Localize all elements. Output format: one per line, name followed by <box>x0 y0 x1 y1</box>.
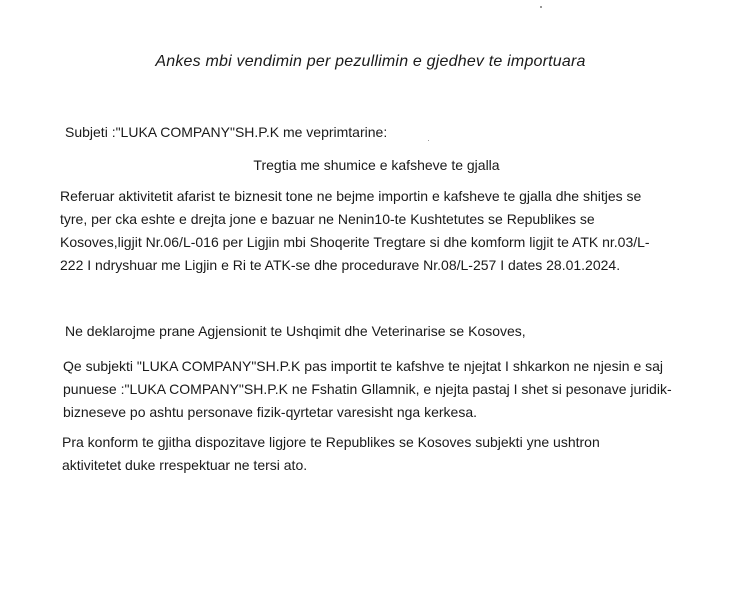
paragraph-line: Ne deklarojme prane Agjensionit te Ushqimit dhe Veterinarise se Kosoves, <box>65 323 526 339</box>
paragraph-line: tyre, per cka eshte e drejta jone e bazuar ne Nenin10-te Kushtetutes se Republikes se <box>60 211 595 227</box>
paragraph-compliance <box>62 431 682 477</box>
paragraph-reference <box>60 185 680 277</box>
scan-speck <box>428 140 429 141</box>
paragraph-line: Referuar aktivitetit afarist te biznesit tone ne bejme importin e kafsheve te gjalla dhe shitjes se <box>60 188 642 204</box>
scan-speck <box>540 6 542 8</box>
paragraph-line: punuese :"LUKA COMPANY"SH.P.K ne Fshatin Gllamnik, e njejta pastaj I shet si pesonave juridik- <box>63 381 672 397</box>
paragraph-line: Kosoves,ligjit Nr.06/L-016 per Ligjin mbi Shoqerite Tregtare si dhe komform ligjit te ATK nr.03/L- <box>60 234 650 250</box>
paragraph-subject-statement <box>63 355 683 424</box>
activity-line: Tregtia me shumice e kafsheve te gjalla <box>253 157 500 173</box>
paragraph-line: bizneseve po ashtu personave fizik-qyrtetar varesisht nga kerkesa. <box>63 404 477 420</box>
paragraph-line: Pra konform te gjitha dispozitave ligjore te Republikes se Kosoves subjekti yne ushtron <box>62 434 600 450</box>
paragraph-line: 222 I ndryshuar me Ligjin e Ri te ATK-se dhe procedurave Nr.08/L-257 I dates 28.01.2024. <box>60 257 621 273</box>
document-title: Ankes mbi vendimin per pezullimin e gjedhev te importuara <box>155 53 586 70</box>
paragraph-line: aktivitetet duke rrespektuar ne tersi ato. <box>62 457 308 473</box>
paragraph-line: Qe subjekti "LUKA COMPANY"SH.P.K pas importit te kafshve te njejtat I shkarkon ne njesin e saj <box>63 358 664 374</box>
paragraph-declaration <box>65 320 685 343</box>
subject-line: Subjeti :"LUKA COMPANY"SH.P.K me veprimtarine: <box>65 124 388 140</box>
